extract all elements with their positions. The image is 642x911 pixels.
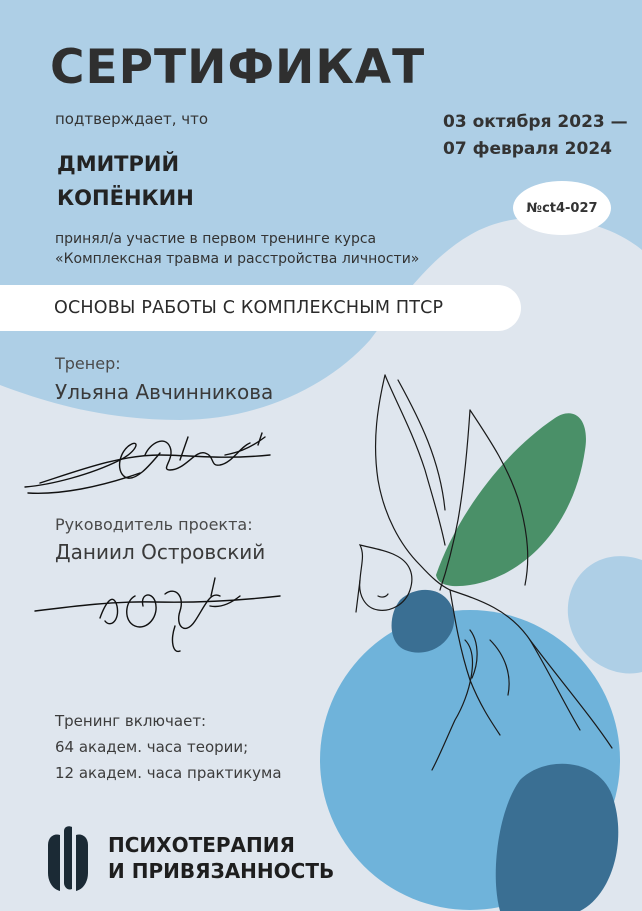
theory-hours: 64 академ. часа теории;	[55, 738, 249, 756]
organization-logo	[42, 823, 334, 893]
participation-text	[55, 229, 419, 269]
trainer-signature	[20, 425, 280, 500]
trainer-name: Ульяна Авчинникова	[55, 380, 274, 404]
logo-right-petal	[76, 834, 88, 891]
confirms-text: подтверждает, что	[55, 110, 209, 128]
project-lead-signature	[25, 566, 285, 661]
start-date: 03 октября 2023 —	[443, 112, 628, 132]
training-dates	[443, 109, 628, 163]
course-title-banner	[0, 285, 521, 331]
logo-center-petal	[64, 826, 72, 889]
training-includes	[55, 708, 282, 786]
participation-line-2: «Комплексная травма и расстройства личности»	[55, 251, 420, 267]
end-date: 07 февраля 2024	[443, 139, 612, 159]
practice-hours: 12 академ. часа практикума	[55, 764, 282, 782]
right-blue-blob	[568, 556, 642, 673]
participation-line-1: принял/а участие в первом тренинге курса	[55, 231, 377, 247]
recipient-last-name: КОПЁНКИН	[57, 186, 194, 210]
green-leaf-shape	[436, 413, 586, 586]
organization-name-line-1: ПСИХОТЕРАПИЯ	[108, 833, 295, 857]
certificate-title: СЕРТИФИКАТ	[50, 40, 426, 95]
organization-name-line-2: И ПРИВЯЗАННОСТЬ	[108, 859, 335, 883]
logo-icon	[42, 823, 94, 893]
project-lead-name: Даниил Островский	[55, 540, 266, 564]
certificate-number: №ct4-027	[513, 181, 611, 235]
course-title: ОСНОВЫ РАБОТЫ С КОМПЛЕКСНЫМ ПТСР	[54, 298, 444, 318]
recipient-first-name: ДМИТРИЙ	[57, 152, 180, 176]
logo-left-petal	[48, 834, 60, 891]
trainer-label: Тренер:	[55, 354, 121, 373]
organization-name	[108, 832, 334, 884]
includes-label: Тренинг включает:	[55, 712, 207, 730]
recipient-name	[57, 147, 194, 215]
project-lead-label: Руководитель проекта:	[55, 515, 253, 534]
